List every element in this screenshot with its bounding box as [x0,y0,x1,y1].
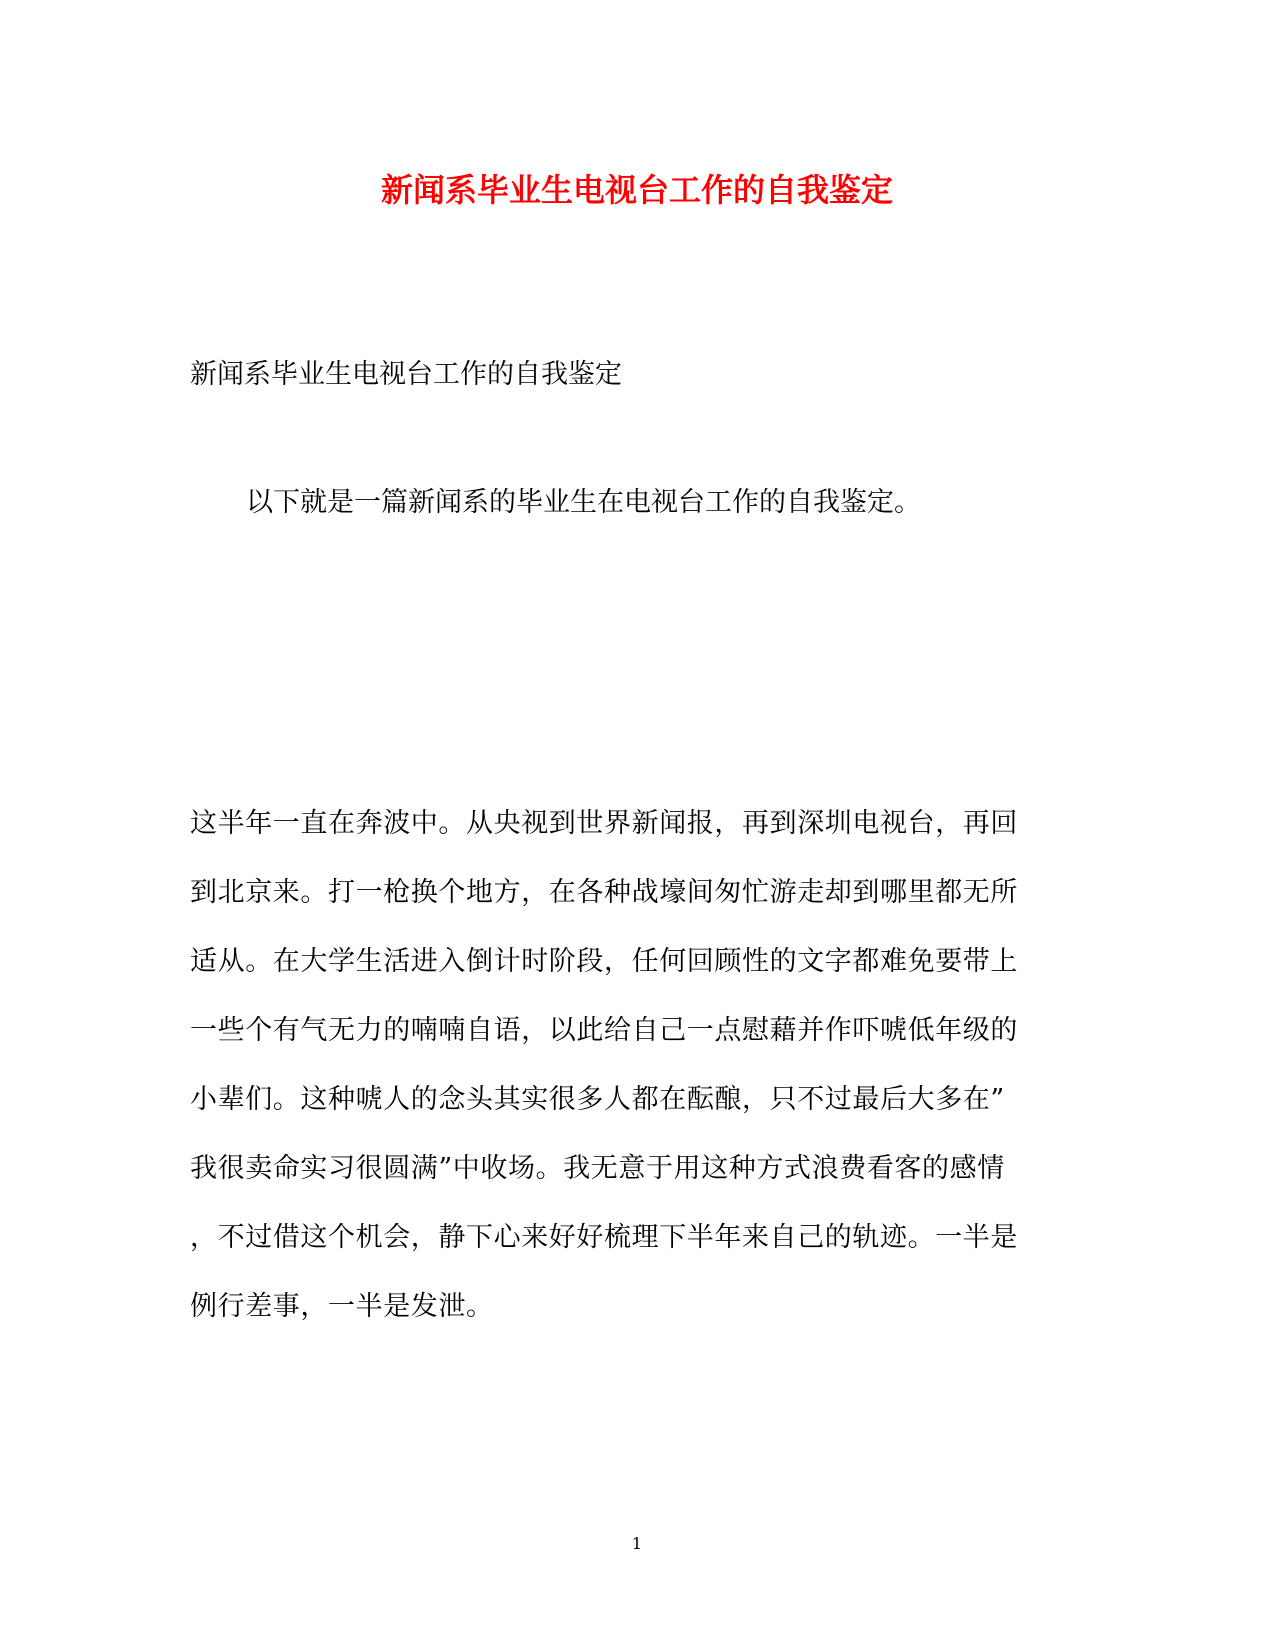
body-line: ，不过借这个机会，静下心来好好梳理下半年来自己的轨迹。一半是 [190,1222,1018,1253]
intro-paragraph: 以下就是一篇新闻系的毕业生在电视台工作的自我鉴定。 [246,487,921,518]
body-line: 到北京来。打一枪换个地方，在各种战壕间匆忙游走却到哪里都无所 [190,877,1018,908]
document-subtitle: 新闻系毕业生电视台工作的自我鉴定 [190,359,622,390]
body-line: 我很卖命实习很圆满”中收场。我无意于用这种方式浪费看客的感情 [190,1153,1005,1184]
body-line: 适从。在大学生活进入倒计时阶段，任何回顾性的文字都难免要带上 [190,946,1018,977]
body-line: 一些个有气无力的喃喃自语，以此给自己一点慰藉并作吓唬低年级的 [190,1015,1018,1046]
page-number: 1 [631,1534,643,1553]
body-paragraph [190,804,1070,1356]
body-line: 例行差事，一半是发泄。 [190,1291,494,1322]
document-title: 新闻系毕业生电视台工作的自我鉴定 [380,171,893,209]
body-line: 这半年一直在奔波中。从央视到世界新闻报，再到深圳电视台，再回 [190,808,1018,839]
body-line: 小辈们。这种唬人的念头其实很多人都在酝酿，只不过最后大多在” [190,1084,1005,1115]
